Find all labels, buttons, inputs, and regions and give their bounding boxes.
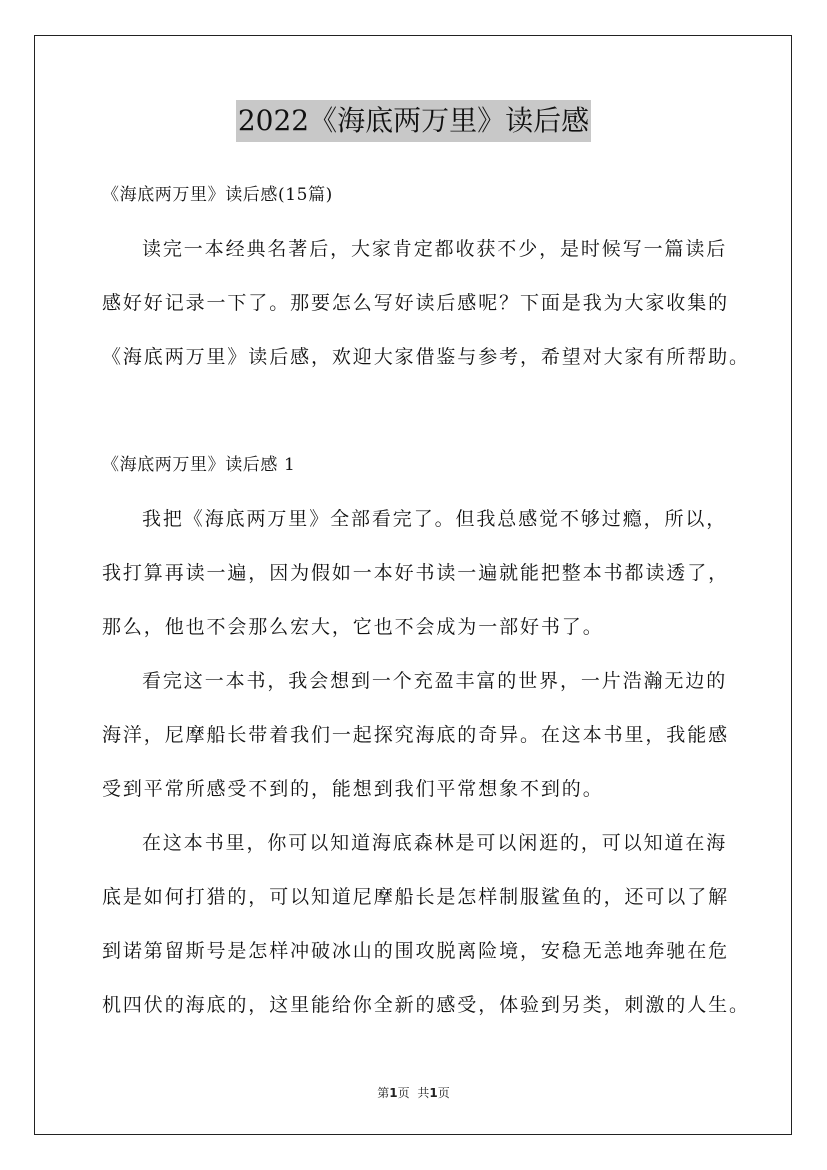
footer-total-prefix: 共 — [417, 1086, 430, 1100]
document-subtitle: 《海底两万里》读后感(15篇) — [102, 185, 333, 205]
para1-line-1: 我把《海底两万里》全部看完了。但我总感觉不够过瘾，所以， — [142, 508, 728, 530]
para2-line-3: 受到平常所感受不到的，能想到我们平常想象不到的。 — [102, 778, 604, 800]
para3-line-2: 底是如何打猎的，可以知道尼摩船长是怎样制服鲨鱼的，还可以了解 — [102, 886, 730, 908]
footer-page-suffix: 页 — [397, 1086, 410, 1100]
intro-line-3: 《海底两万里》读后感，欢迎大家借鉴与参考，希望对大家有所帮助。 — [102, 346, 750, 368]
para1-line-3: 那么，他也不会那么宏大，它也不会成为一部好书了。 — [102, 616, 604, 638]
intro-line-2: 感好好记录一下了。那要怎么写好读后感呢？下面是我为大家收集的 — [102, 292, 730, 314]
para3-line-4: 机四伏的海底的，这里能给你全新的感受，体验到另类，刺激的人生。 — [102, 994, 750, 1016]
para2-line-2: 海洋，尼摩船长带着我们一起探究海底的奇异。在这本书里，我能感 — [102, 724, 730, 746]
intro-line-1: 读完一本经典名著后，大家肯定都收获不少，是时候写一篇读后 — [142, 238, 728, 260]
footer-total-number: 1 — [429, 1086, 438, 1100]
para3-line-1: 在这本书里，你可以知道海底森林是可以闲逛的，可以知道在海 — [142, 832, 728, 854]
para2-line-1: 看完这一本书，我会想到一个充盈丰富的世界，一片浩瀚无边的 — [142, 670, 728, 692]
section-heading: 《海底两万里》读后感 1 — [102, 455, 296, 475]
para3-line-3: 到诺第留斯号是怎样冲破冰山的围攻脱离险境，安稳无恙地奔驰在危 — [102, 940, 730, 962]
para1-line-2: 我打算再读一遍，因为假如一本好书读一遍就能把整本书都读透了， — [102, 562, 730, 584]
document-title: 2022《海底两万里》读后感 — [236, 100, 591, 142]
footer-page-prefix: 第 — [377, 1086, 390, 1100]
footer-page-number: 1 — [389, 1086, 398, 1100]
footer-total-suffix: 页 — [437, 1086, 450, 1100]
title-container — [0, 100, 827, 142]
page-footer — [0, 1084, 827, 1101]
